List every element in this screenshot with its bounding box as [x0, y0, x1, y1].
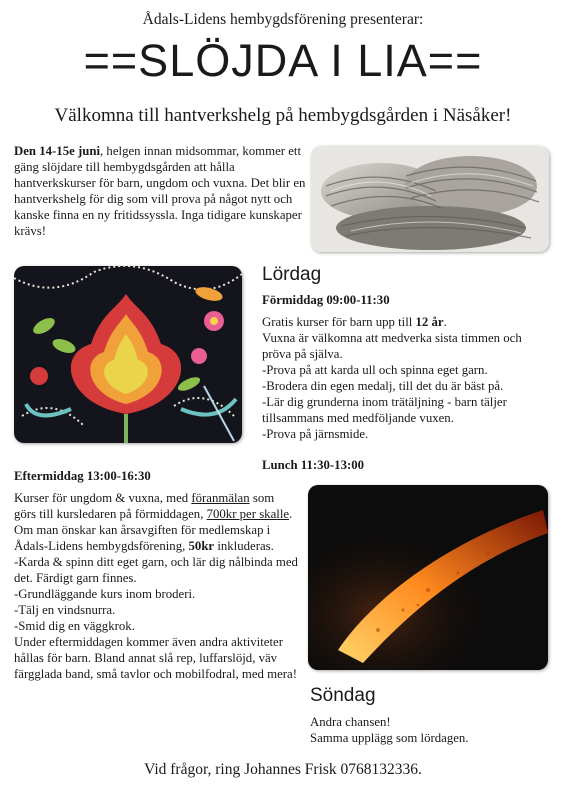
- adults-text: Vuxna är välkomna att medverka sista timmen och pröva på själva.: [262, 331, 522, 361]
- afternoon-heading: Eftermiddag 13:00-16:30: [14, 469, 151, 483]
- saturday-morning-heading: Förmiddag 09:00-11:30: [262, 293, 390, 307]
- presenter-line: Ådals-Lidens hembygdsförening presenterar:: [142, 11, 424, 28]
- intro-paragraph: [14, 143, 306, 239]
- intro-date: Den 14-15e juni: [14, 144, 101, 158]
- free-courses-post: .: [443, 315, 447, 329]
- afternoon-intro-post: .: [289, 507, 293, 521]
- afternoon-item: -Smid dig en väggkrok.: [14, 619, 135, 633]
- free-courses-age: 12 år: [415, 315, 444, 329]
- afternoon-intro-mid: som görs till kursledaren på förmiddagen,: [14, 491, 275, 521]
- afternoon-text: [14, 490, 299, 682]
- sunday-line: Samma upplägg som lördagen.: [310, 731, 469, 745]
- morning-item: -Brodera din egen medalj, till det du är bäst på.: [262, 379, 504, 393]
- yarn-photo: [311, 146, 549, 252]
- membership-post: inkluderas.: [214, 539, 274, 553]
- page-subtitle: Välkomna till hantverkshelg på hembygdsgården i Näsåker!: [54, 105, 512, 126]
- lunch-heading: Lunch 11:30-13:00: [262, 458, 365, 472]
- free-courses-pre: Gratis kurser för barn upp till: [262, 315, 416, 329]
- page-title: ==SLÖJDA I LIA==: [83, 35, 483, 86]
- afternoon-item: -Grundläggande kurs inom broderi.: [14, 587, 196, 601]
- membership-price: 50kr: [188, 539, 215, 553]
- hot-iron-photo: [308, 485, 548, 670]
- morning-item: -Prova på att karda ull och spinna eget garn.: [262, 363, 488, 377]
- morning-item: -Lär dig grunderna inom trätäljning - barn täljer tillsammans med medföljande vuxen.: [262, 395, 507, 425]
- afternoon-item: -Karda & spinn ditt eget garn, och lär dig nålbinda med det. Färdigt garn finnes.: [14, 555, 298, 585]
- membership-text: Om man önskar kan årsavgiften för medlemskap i Ådals-Lidens hembygdsförening,: [14, 523, 271, 553]
- saturday-heading: Lördag: [262, 264, 322, 285]
- extra-activities: Under eftermiddagen kommer även andra aktiviteter hållas för barn. Bland annat slå rep, luffarslöjd, väv färgglada band, små tavlor och mobilfodral, med mera!: [14, 635, 297, 681]
- intro-text: , helgen innan midsommar, kommer ett gäng slöjdare till hembygdsgården att hålla hantverkskurser för barn, ungdom och vuxna. Det blir en hantverkshelg för dig som vill prova på något nytt och kanske finna en ny fritidssyssla. Inga tidigare kunskaper krävs!: [14, 144, 306, 238]
- afternoon-item: -Tälj en vindsnurra.: [14, 603, 116, 617]
- sunday-line: Andra chansen!: [310, 715, 391, 729]
- course-price: 700kr per skalle: [206, 507, 290, 521]
- morning-item: -Prova på järnsmide.: [262, 427, 369, 441]
- embroidery-photo: [14, 266, 242, 443]
- sunday-text: [310, 714, 550, 746]
- saturday-morning-text: [262, 314, 554, 442]
- afternoon-intro-pre: Kurser för ungdom & vuxna, med: [14, 491, 192, 505]
- sunday-heading: Söndag: [310, 685, 376, 706]
- contact-footer: Vid frågor, ring Johannes Frisk 0768132336.: [144, 761, 422, 778]
- preregistration-text: föranmälan: [191, 491, 250, 505]
